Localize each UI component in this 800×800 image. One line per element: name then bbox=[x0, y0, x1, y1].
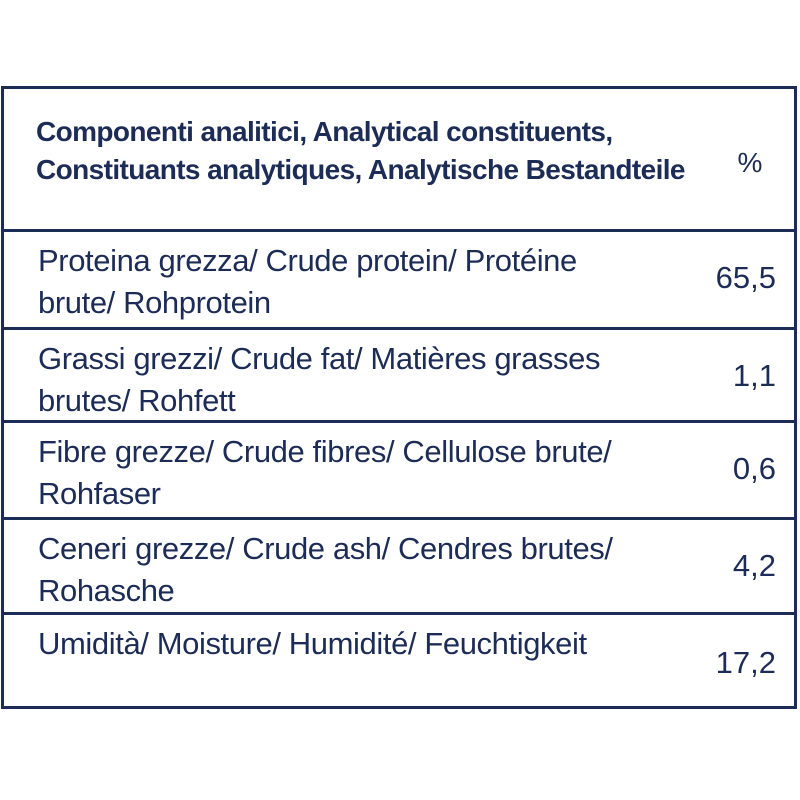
row-value: 4,2 bbox=[732, 548, 776, 583]
table-row bbox=[4, 229, 794, 327]
row-label bbox=[38, 338, 688, 422]
row-value: 65,5 bbox=[715, 260, 776, 295]
row-label-line1: Proteina grezza/ Crude protein/ Protéine bbox=[38, 243, 577, 278]
header-label-line1: Componenti analitici, Analytical constituents, bbox=[36, 116, 613, 147]
row-label-line1: Fibre grezze/ Crude fibres/ Cellulose brute/ bbox=[38, 434, 612, 469]
row-value: 0,6 bbox=[732, 451, 776, 486]
row-label-line2: brutes/ Rohfett bbox=[38, 383, 236, 418]
analytical-constituents-table bbox=[1, 86, 797, 709]
row-label bbox=[38, 623, 688, 665]
table-header-row bbox=[4, 89, 794, 229]
row-label-line2: Rohasche bbox=[38, 573, 175, 608]
row-label-line2: Rohfaser bbox=[38, 476, 161, 511]
row-label-line1: Grassi grezzi/ Crude fat/ Matières grasses bbox=[38, 341, 601, 376]
header-unit: % bbox=[737, 147, 763, 178]
row-value: 1,1 bbox=[732, 358, 776, 393]
table-row bbox=[4, 420, 794, 517]
table-row bbox=[4, 612, 794, 706]
row-label-line1: Umidità/ Moisture/ Humidité/ Feuchtigkeit bbox=[38, 626, 587, 661]
header-label-line2: Constituants analytiques, Analytische Bestandteile bbox=[36, 154, 685, 185]
row-label bbox=[38, 240, 688, 324]
table-row bbox=[4, 327, 794, 420]
row-label-line2: brute/ Rohprotein bbox=[38, 285, 271, 320]
row-label bbox=[38, 528, 688, 612]
row-label-line1: Ceneri grezze/ Crude ash/ Cendres brutes/ bbox=[38, 531, 613, 566]
header-label bbox=[36, 113, 726, 189]
table-row bbox=[4, 517, 794, 612]
row-value: 17,2 bbox=[715, 645, 776, 680]
row-label bbox=[38, 431, 688, 515]
